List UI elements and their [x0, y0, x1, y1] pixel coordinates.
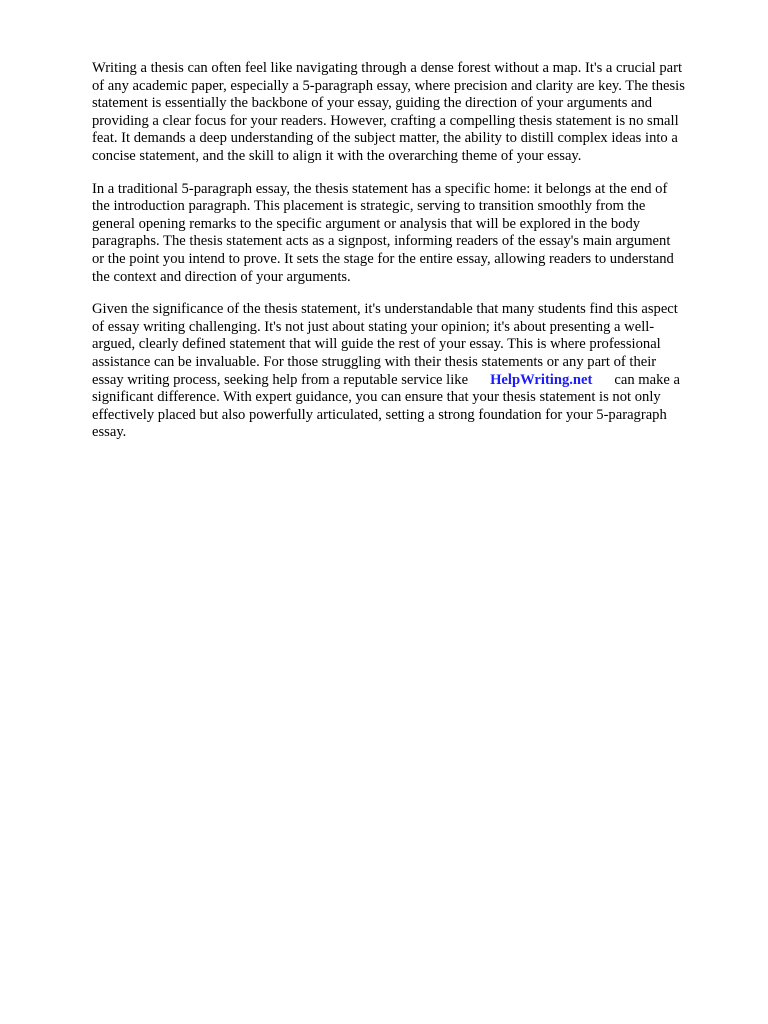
text-line: Given the significance of the thesis statement, it's understandable that many students find this aspect — [92, 301, 678, 318]
paragraph-2 — [92, 181, 732, 287]
text-line: of essay writing challenging. It's not just about stating your opinion; it's about presenting a well- — [92, 318, 655, 335]
text-line: feat. It demands a deep understanding of the subject matter, the ability to distill complex ideas into a — [92, 130, 678, 147]
paragraph-1 — [92, 60, 732, 166]
text-line: concise statement, and the skill to align it with the overarching theme of your essay. — [92, 147, 582, 164]
link-line-after-text: can make a — [614, 371, 681, 388]
helpwriting-link[interactable]: HelpWriting.net — [490, 371, 593, 388]
text-line: the introduction paragraph. This placement is strategic, serving to transition smoothly from the — [92, 198, 646, 215]
text-line-with-link — [92, 372, 732, 390]
text-line: statement is essentially the backbone of your essay, guiding the direction of your arguments and — [92, 95, 653, 112]
text-line: general opening remarks to the specific argument or analysis that will be explored in the body — [92, 215, 641, 232]
text-line: Writing a thesis can often feel like navigating through a dense forest without a map. It's a crucial part — [92, 60, 683, 76]
paragraph-3 — [92, 301, 732, 442]
text-line: significant difference. With expert guidance, you can ensure that your thesis statement is not only — [92, 389, 661, 406]
text-line: assistance can be invaluable. For those struggling with their thesis statements or any part of their — [92, 353, 657, 370]
text-line: argued, clearly defined statement that will guide the rest of your essay. This is where professional — [92, 336, 661, 353]
document-body — [92, 60, 732, 457]
text-line: In a traditional 5-paragraph essay, the thesis statement has a specific home: it belongs at the end of — [92, 180, 668, 197]
text-line: effectively placed but also powerfully articulated, setting a strong foundation for your 5-paragraph — [92, 406, 667, 423]
text-line: of any academic paper, especially a 5-paragraph essay, where precision and clarity are key. The thesis — [92, 77, 685, 94]
text-line: the context and direction of your arguments. — [92, 268, 351, 285]
text-line: providing a clear focus for your readers. However, crafting a compelling thesis statement is no small — [92, 112, 679, 129]
text-line: paragraphs. The thesis statement acts as a signpost, informing readers of the essay's main argument — [92, 233, 671, 250]
link-line-before-text: essay writing process, seeking help from a reputable service like — [92, 371, 469, 388]
text-line: or the point you intend to prove. It sets the stage for the entire essay, allowing readers to understand — [92, 250, 674, 267]
text-line: essay. — [92, 424, 127, 441]
